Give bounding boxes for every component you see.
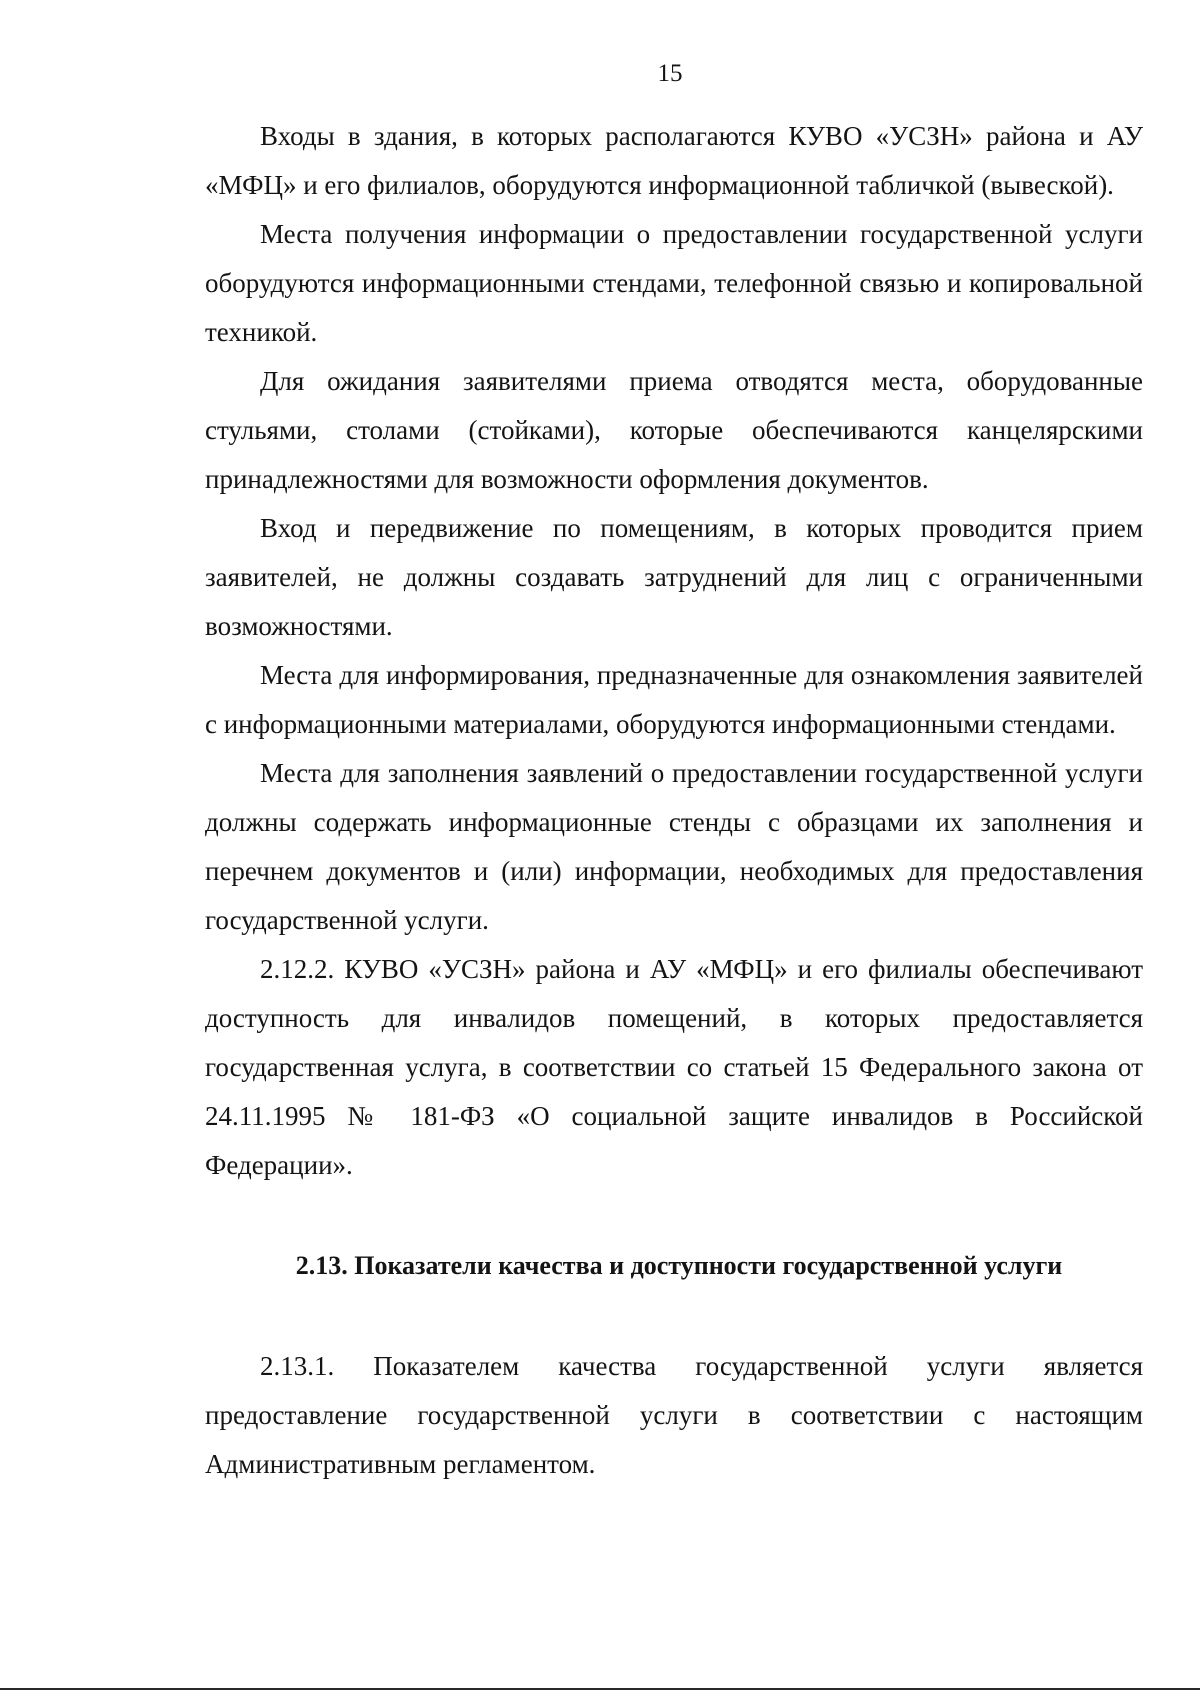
paragraph-waiting-areas: Для ожидания заявителями приема отводятся места, оборудованные стульями, столами (стойками), которые обеспечиваются канцелярскими принадлежностями для возможности оформления документов. <box>205 366 1143 494</box>
paragraph-informing-places: Места для информирования, предназначенные для ознакомления заявителей с информационными материалами, оборудуются информационными стендами. <box>205 660 1143 739</box>
paragraph-accessibility-movement: Вход и передвижение по помещениям, в которых проводится прием заявителей, не должны создавать затруднений для лиц с ограниченными возможностями. <box>205 513 1143 641</box>
paragraph-application-filling-places: Места для заполнения заявлений о предоставлении государственной услуги должны содержать информационные стенды с образцами их заполнения и перечнем документов и (или) информации, необходимых для предоставления государственной услуги. <box>205 758 1143 935</box>
page-number: 15 <box>657 60 683 87</box>
body-text <box>205 112 1143 1489</box>
section-heading-2-13: 2.13. Показатели качества и доступности государственной услуги <box>295 1251 1063 1280</box>
paragraph-entrance-signs: Входы в здания, в которых располагаются КУВО «УСЗН» района и АУ «МФЦ» и его филиалов, оборудуются информационной табличкой (вывеской). <box>205 121 1143 200</box>
paragraph-2-12-2: 2.12.2. КУВО «УСЗН» района и АУ «МФЦ» и его филиалы обеспечивают доступность для инвалидов помещений, в которых предоставляется государственная услуга, в соответствии со статьей 15 Федерального закона от 24.11.1995 № 181-ФЗ «О социальной защите инвалидов в Российской Федерации». <box>205 954 1143 1180</box>
bottom-scan-edge <box>0 1688 1200 1690</box>
paragraph-information-places: Места получения информации о предоставлении государственной услуги оборудуются информационными стендами, телефонной связью и копировальной техникой. <box>205 219 1143 347</box>
paragraph-2-13-1: 2.13.1. Показателем качества государственной услуги является предоставление государственной услуги в соответствии с настоящим Административным регламентом. <box>205 1351 1143 1479</box>
